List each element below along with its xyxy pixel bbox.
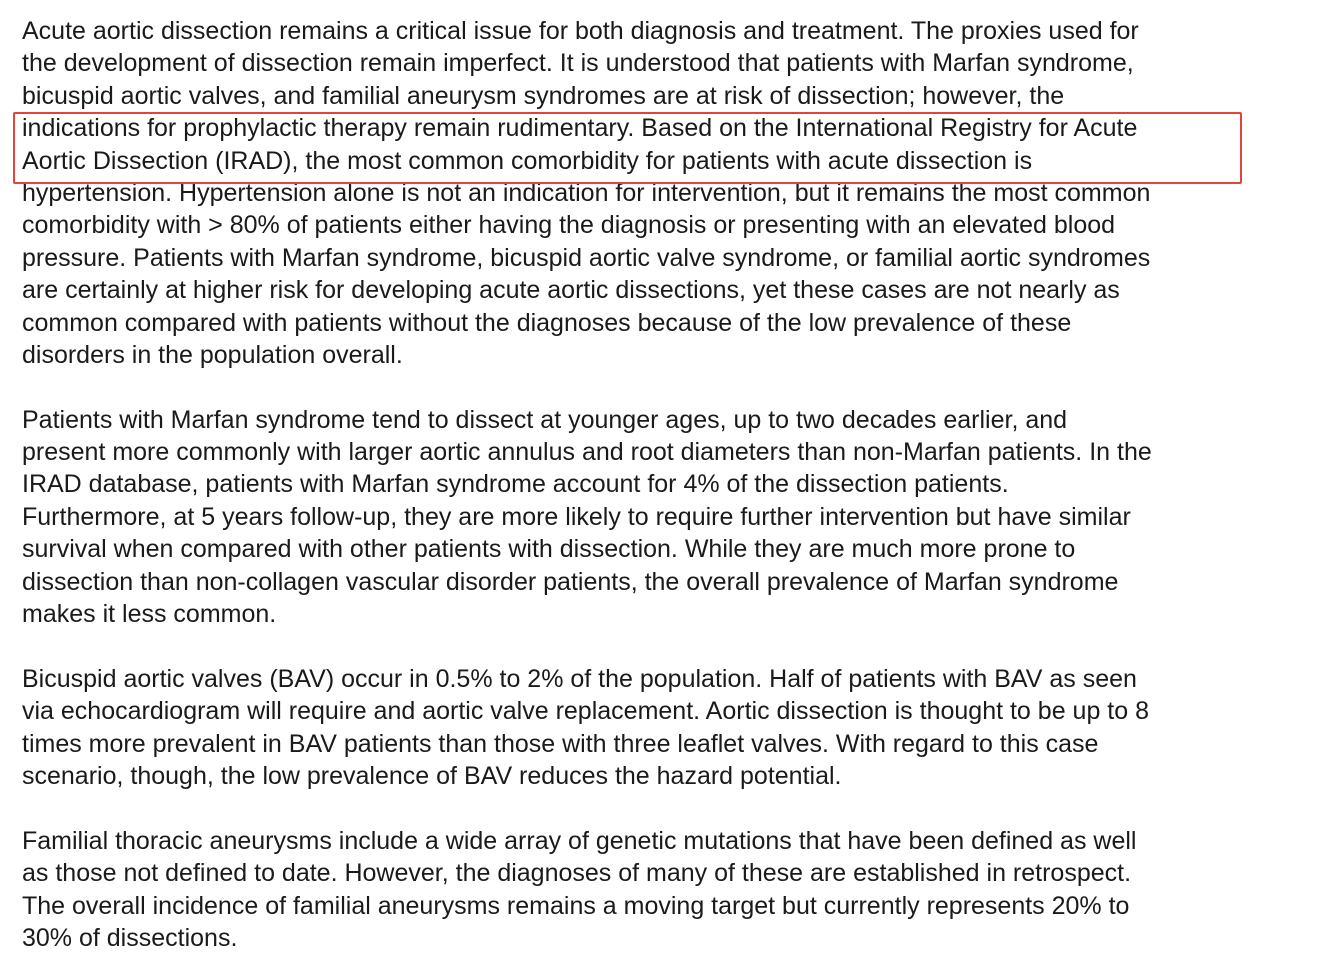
text-line: present more commonly with larger aortic annulus and root diameters than non-Marfan patients. In the	[22, 438, 1152, 467]
text-line: times more prevalent in BAV patients than those with three leaflet valves. With regard to this case	[22, 729, 1099, 758]
paragraph-spacer	[22, 792, 1322, 824]
text-line: Bicuspid aortic valves (BAV) occur in 0.5% to 2% of the population. Half of patients with BAV as seen	[22, 664, 1137, 693]
paragraph-acute-dissection	[22, 15, 1322, 371]
text-line: Acute aortic dissection remains a critical issue for both diagnosis and treatment. The proxies used for	[22, 17, 1139, 45]
text-line: Furthermore, at 5 years follow-up, they are more likely to require further intervention but have similar	[22, 502, 1131, 531]
text-line: Patients with Marfan syndrome tend to dissect at younger ages, up to two decades earlier, and	[22, 405, 1068, 434]
text-line: dissection than non-collagen vascular disorder patients, the overall prevalence of Marfan syndrome	[22, 567, 1119, 596]
text-line: scenario, though, the low prevalence of BAV reduces the hazard potential.	[22, 761, 842, 790]
document-body	[22, 15, 1322, 954]
text-line: survival when compared with other patients with dissection. While they are much more prone to	[22, 535, 1076, 564]
paragraph-spacer	[22, 371, 1322, 403]
text-line: as those not defined to date. However, the diagnoses of many of these are established in retrospect.	[22, 859, 1132, 888]
paragraph-spacer	[22, 630, 1322, 662]
text-line: The overall incidence of familial aneurysms remains a moving target but currently represents 20% to	[22, 891, 1130, 920]
paragraph-familial	[22, 825, 1322, 955]
text-line: the development of dissection remain imperfect. It is understood that patients with Marfan syndrome,	[22, 49, 1134, 78]
text-line: disorders in the population overall.	[22, 340, 403, 369]
text-line: comorbidity with > 80% of patients either having the diagnosis or presenting with an elevated blood	[22, 211, 1116, 240]
text-line-highlighted: hypertension. Hypertension alone is not an indication for intervention, but it remains the most common	[22, 178, 1151, 207]
text-line-highlighted: indications for prophylactic therapy remain rudimentary. Based on the International Registry for Acute	[22, 114, 1138, 143]
text-line: pressure. Patients with Marfan syndrome, bicuspid aortic valve syndrome, or familial aortic syndromes	[22, 243, 1151, 272]
text-line: Familial thoracic aneurysms include a wide array of genetic mutations that have been defined as well	[22, 826, 1137, 855]
text-line: 30% of dissections.	[22, 923, 238, 952]
text-line: IRAD database, patients with Marfan syndrome account for 4% of the dissection patients.	[22, 470, 1009, 499]
text-line-highlighted: Aortic Dissection (IRAD), the most common comorbidity for patients with acute dissection is	[22, 146, 1033, 175]
text-line: common compared with patients without the diagnoses because of the low prevalence of these	[22, 308, 1072, 337]
text-line: are certainly at higher risk for developing acute aortic dissections, yet these cases are not nearly as	[22, 276, 1120, 305]
text-line: makes it less common.	[22, 600, 277, 629]
text-line: via echocardiogram will require and aortic valve replacement. Aortic dissection is thought to be up to 8	[22, 697, 1149, 726]
paragraph-marfan	[22, 404, 1322, 631]
paragraph-bicuspid	[22, 663, 1322, 793]
text-line: bicuspid aortic valves, and familial aneurysm syndromes are at risk of dissection; however, the	[22, 81, 1065, 110]
